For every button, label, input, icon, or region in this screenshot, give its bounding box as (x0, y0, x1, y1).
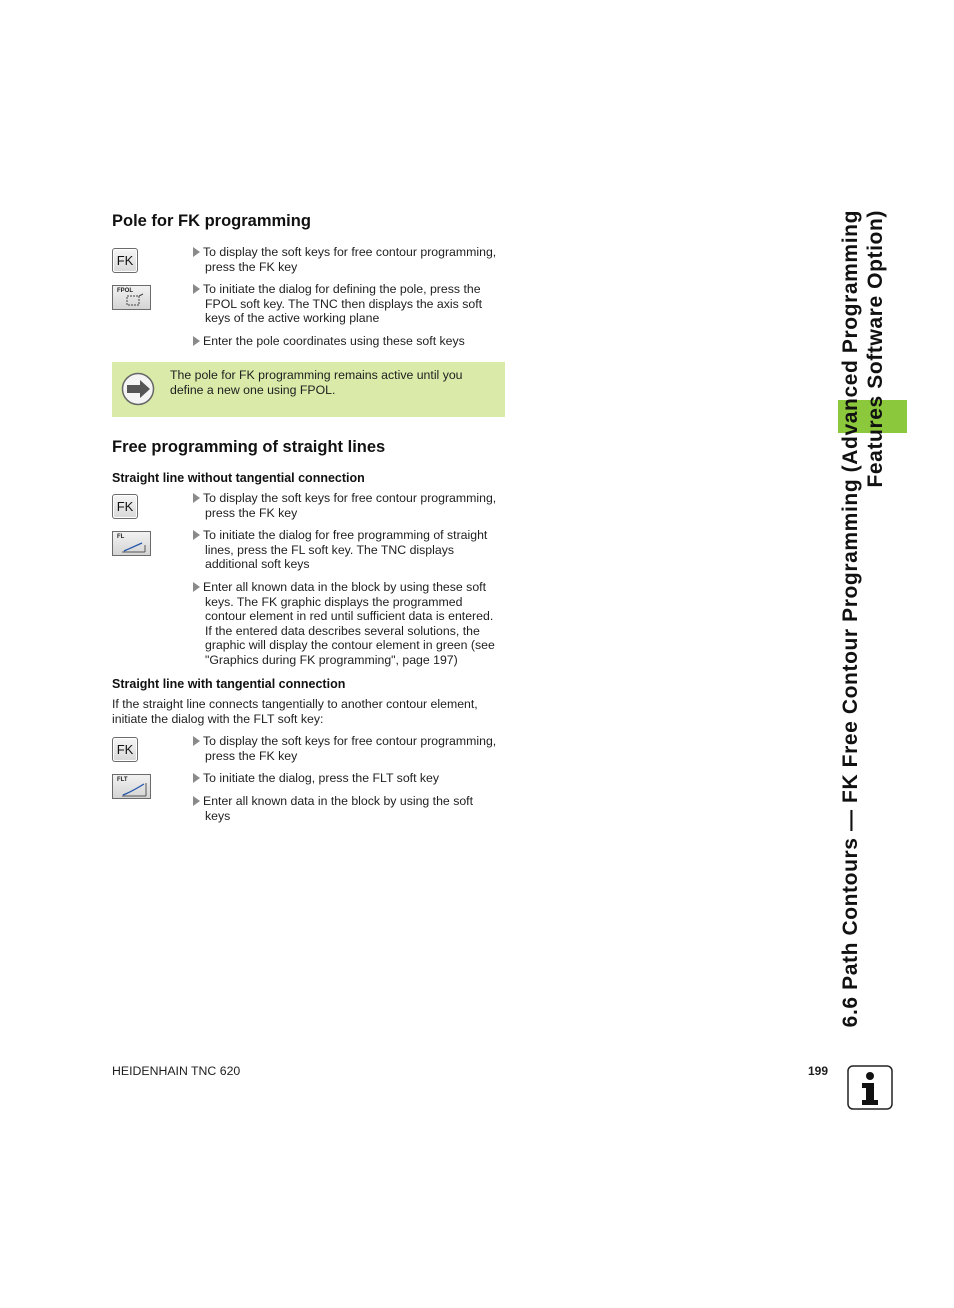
intro-paragraph (112, 697, 512, 726)
step-line: To display the soft keys for free contour programming, (203, 491, 497, 505)
bullet-triangle-icon (193, 530, 200, 540)
info-icon (847, 1065, 893, 1110)
softkey-label: FL (117, 534, 125, 540)
step-line: keys of the active working plane (205, 311, 380, 325)
subheading-without-tangential: Straight line without tangential connection (112, 471, 365, 485)
bullet-triangle-icon (193, 493, 200, 503)
straight-line-icon (113, 532, 152, 557)
step-line: press the FK key (205, 748, 298, 763)
footer-product: HEIDENHAIN TNC 620 (112, 1064, 241, 1078)
step-line: To initiate the dialog, press the FLT soft key (203, 771, 440, 785)
step-line: additional soft keys (205, 557, 310, 571)
step-line: keys (205, 808, 231, 823)
note-line: define a new one using FPOL. (170, 382, 336, 397)
pole-symbol-icon (113, 286, 152, 311)
step-item (192, 334, 507, 349)
note-line: The pole for FK programming remains active until you (170, 368, 463, 382)
step-item (192, 771, 507, 786)
subheading-with-tangential: Straight line with tangential connection (112, 677, 346, 691)
bullet-triangle-icon (193, 582, 200, 592)
bullet-triangle-icon (193, 247, 200, 257)
step-line: "Graphics during FK programming", page 197) (205, 652, 458, 667)
step-item (192, 794, 507, 823)
step-line: Enter all known data in the block by using these soft (203, 580, 486, 594)
step-item (192, 580, 507, 667)
section-heading-pole: Pole for FK programming (112, 212, 311, 230)
step-line: Enter all known data in the block by using the soft (203, 794, 474, 808)
chapter-side-title (838, 210, 888, 1040)
bullet-triangle-icon (193, 736, 200, 746)
step-line: To display the soft keys for free contour programming, (203, 245, 497, 259)
step-line: press the FK key (205, 259, 298, 274)
step-line: keys. The FK graphic displays the programmed (205, 594, 463, 609)
note-box (112, 362, 505, 417)
fk-key[interactable]: FK (112, 737, 138, 762)
step-item (192, 528, 507, 572)
fl-softkey[interactable] (112, 531, 151, 556)
flt-softkey[interactable] (112, 774, 151, 799)
page-number: 199 (808, 1064, 829, 1078)
arrow-right-icon (121, 372, 155, 406)
step-item (192, 491, 507, 520)
side-title-line: 6.6 Path Contours — FK Free Contour Programming (Advanced Programming (839, 210, 862, 1028)
fpol-softkey[interactable] (112, 285, 151, 310)
step-item (192, 734, 507, 763)
fk-key[interactable]: FK (112, 248, 138, 273)
step-line: Enter the pole coordinates using these soft keys (203, 334, 465, 348)
step-line: press the FK key (205, 505, 298, 520)
side-title-line: Features Software Option) (864, 210, 887, 488)
step-line: To initiate the dialog for free programming of straight (203, 528, 488, 542)
step-item (192, 282, 507, 326)
bullet-triangle-icon (193, 284, 200, 294)
step-line: FPOL soft key. The TNC then displays the axis soft (205, 296, 483, 311)
step-item (192, 245, 507, 274)
intro-line: If the straight line connects tangentially to another contour element, (112, 697, 478, 711)
note-text (170, 368, 490, 397)
bullet-triangle-icon (193, 796, 200, 806)
bullet-triangle-icon (193, 773, 200, 783)
step-line: lines, press the FL soft key. The TNC displays (205, 542, 454, 557)
tangential-line-icon (113, 775, 152, 800)
softkey-label: FPOL (117, 288, 133, 294)
step-line: To initiate the dialog for defining the pole, press the (203, 282, 481, 296)
bullet-triangle-icon (193, 336, 200, 346)
step-line: If the entered data describes several solutions, the (205, 623, 480, 638)
step-line: To display the soft keys for free contour programming, (203, 734, 497, 748)
intro-line: initiate the dialog with the FLT soft key: (112, 711, 324, 726)
step-line: graphic will display the contour element in green (see (205, 638, 495, 652)
step-line: contour element in red until sufficient data is entered. (205, 609, 494, 623)
fk-key[interactable]: FK (112, 494, 138, 519)
section-heading-straight-lines: Free programming of straight lines (112, 438, 386, 456)
softkey-label: FLT (117, 777, 128, 783)
